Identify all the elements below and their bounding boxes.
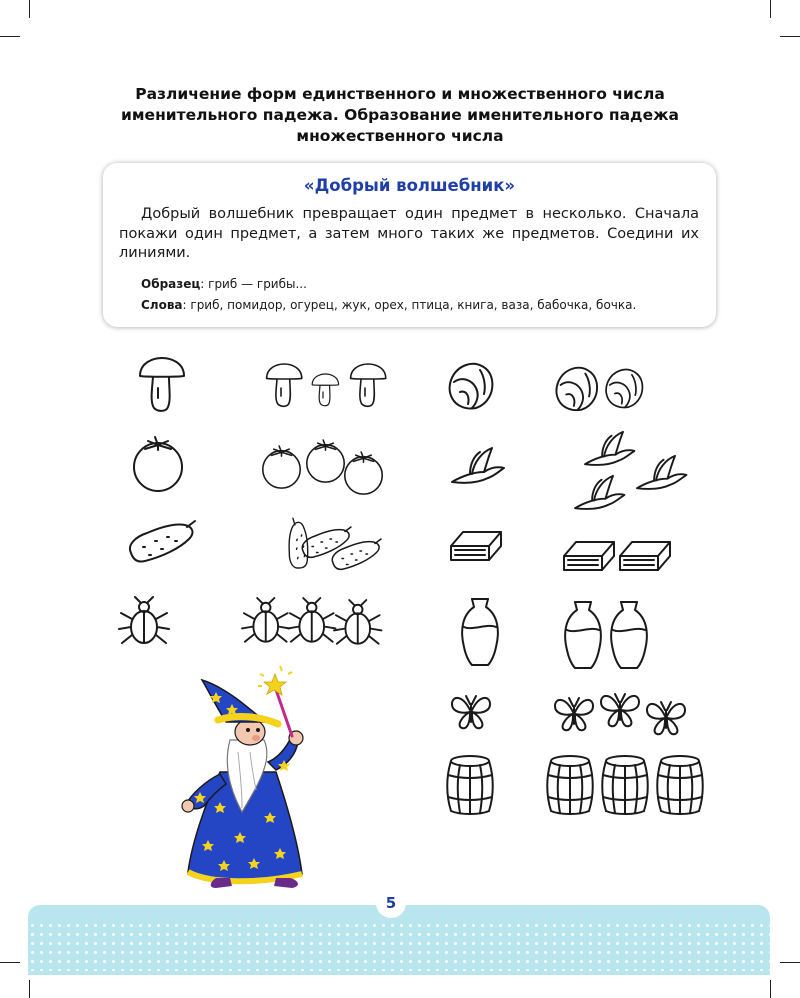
page-title [0, 84, 800, 147]
vases-many-icon [563, 600, 653, 672]
footer-dots [28, 921, 770, 971]
books-many-icon [562, 538, 677, 574]
birds-many-icon [575, 430, 690, 515]
task-instruction: Добрый волшебник превращает один предмет в несколько. Сначала покажи один предмет, а затем много таких же предметов. Соедини их линиями. [119, 206, 699, 261]
nut-single-icon [446, 362, 496, 412]
crop-mark [770, 980, 771, 998]
words-label: Слова [141, 298, 183, 312]
sample-line [141, 276, 701, 292]
cucumber-single-icon [127, 517, 201, 567]
title-line-1: Различение форм единственного и множественного числа [135, 85, 665, 103]
crop-mark [770, 0, 771, 18]
words-text: : гриб, помидор, огурец, жук, орех, птица, книга, ваза, бабочка, бочка. [182, 298, 637, 312]
crop-mark [29, 0, 30, 18]
beetles-many-icon [242, 598, 382, 650]
butterflies-many-icon [553, 690, 693, 734]
tomatoes-many-icon [262, 440, 387, 494]
butterfly-single-icon [450, 692, 494, 732]
crop-mark [29, 980, 30, 998]
crop-mark [780, 36, 800, 37]
barrels-many-icon [546, 755, 706, 817]
sample-label: Образец [141, 277, 201, 291]
words-line [141, 297, 701, 313]
mushrooms-many-icon [265, 364, 395, 414]
vase-single-icon [460, 597, 502, 669]
cucumbers-many-icon [274, 516, 404, 568]
task-title: «Добрый волшебник» [303, 176, 516, 195]
crop-mark [780, 962, 800, 963]
tomato-single-icon [133, 437, 187, 495]
wizard-illustration [180, 662, 320, 892]
mushroom-single-icon [138, 358, 188, 414]
page-number: 5 [376, 888, 406, 918]
sample-text: : гриб — грибы... [200, 277, 307, 291]
beetle-single-icon [119, 597, 173, 649]
bird-single-icon [452, 446, 512, 494]
crop-mark [0, 962, 20, 963]
crop-mark [0, 36, 20, 37]
task-card [103, 163, 716, 327]
title-line-3: множественного числа [296, 127, 504, 145]
title-line-2: именительного падежа. Образование именительного падежа [121, 106, 679, 124]
barrel-single-icon [446, 755, 496, 817]
nuts-many-icon [553, 366, 653, 416]
book-single-icon [449, 528, 505, 564]
